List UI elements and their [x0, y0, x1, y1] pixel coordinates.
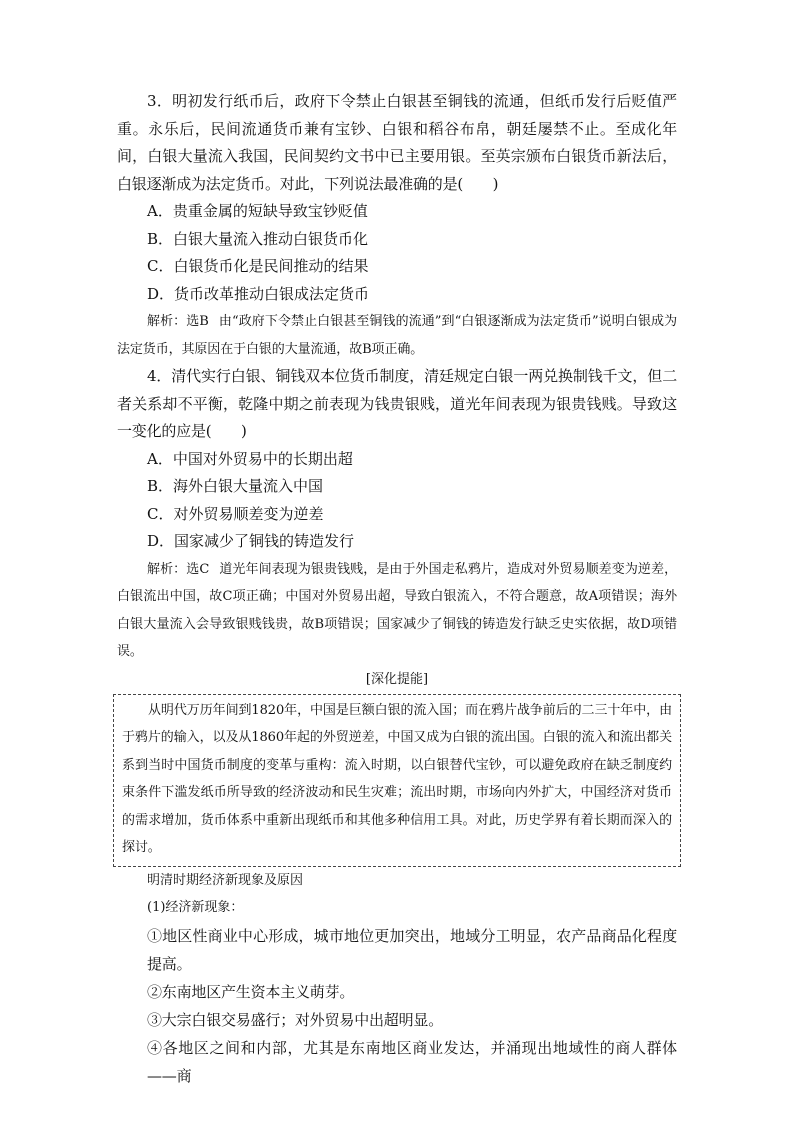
- deepening-section-title: [深化提能]: [365, 671, 429, 687]
- question-4-analysis-lead: 解析：选C: [147, 561, 210, 577]
- deepening-box: [113, 694, 681, 867]
- question-4: [117, 363, 677, 666]
- question-3-stem: 3．明初发行纸币后，政府下令禁止白银甚至铜钱的流通，但纸币发行后贬值严重。永乐后，民间流通货币兼有宝钞、白银和稻谷布帛，朝廷屡禁不止。至成化年间，白银大量流入我国，民间契约文书中已主要用银。至英宗颁布白银货币新法后，白银逐渐成为法定货币。对此，下列说法最准确的是( ): [117, 92, 677, 193]
- question-3-option-d: D．货币改革推动白银成法定货币: [147, 284, 370, 303]
- question-3-analysis-text: 由“政府下令禁止白银甚至铜钱的流通”到“白银逐渐成为法定货币”说明白银成为法定货币，其原因在于白银的大量流通，故B项正确。: [117, 314, 677, 357]
- question-4-stem: 4．清代实行白银、铜钱双本位货币制度，清廷规定白银一两兑换制钱千文，但二者关系却不平衡，乾隆中期之前表现为钱贵银贱，道光年间表现为银贵钱贱。导致这一变化的应是( ): [117, 367, 677, 440]
- question-3: [117, 88, 677, 363]
- question-4-option-a: A．中国对外贸易中的长期出超: [147, 449, 353, 468]
- summary-item-4: ④各地区之间和内部，尤其是东南地区商业发达，并涌现出地域性的商人群体——商: [147, 1038, 677, 1085]
- question-3-option-b: B．白银大量流入推动白银货币化: [147, 229, 369, 248]
- question-4-option-b: B．海外白银大量流入中国: [147, 477, 324, 495]
- summary-subheading: (1)经济新现象：: [147, 900, 244, 915]
- question-4-option-d: D．国家减少了铜钱的铸造发行: [147, 532, 355, 550]
- question-3-analysis: [117, 308, 677, 363]
- question-4-analysis-text: 道光年间表现为银贵钱贱，是由于外国走私鸦片，造成对外贸易顺差变为逆差，白银流出中国，故C项正确；中国对外贸易出超，导致白银流入，不符合题意，故A项错误；海外白银大量流入会导致银贱钱贵，故B项错误；国家减少了铜钱的铸造发行缺乏史实依据，故D项错误。: [117, 561, 677, 659]
- question-3-analysis-lead: 解析：选B: [147, 314, 209, 329]
- question-4-analysis: [117, 556, 677, 666]
- question-3-option-c: C．白银货币化是民间推动的结果: [147, 257, 369, 275]
- deepening-text: 从明代万历年间到1820年，中国是巨额白银的流入国；而在鸦片战争前后的二三十年中，由于鸦片的输入，以及从1860年起的外贸逆差，中国又成为白银的流出国。白银的流入和流出都关系到当时中国货币制度的变革与重构：流入时期，以白银替代宝钞，可以避免政府在缺乏制度约束条件下滥发纸币所导致的经济波动和民生灾难；流出时期，市场向内外扩大，中国经济对货币的需求增加，货币体系中重新出现纸币和其他多种信用工具。对此，历史学界有着长期而深入的探讨。: [122, 702, 672, 855]
- summary-item-3: ③大宗白银交易盛行；对外贸易中出超明显。: [147, 1010, 444, 1029]
- document-page: [117, 88, 677, 1090]
- summary-item-2: ②东南地区产生资本主义萌芽。: [147, 982, 355, 1001]
- question-3-option-a: A．贵重金属的短缺导致宝钞贬值: [147, 202, 368, 220]
- summary-item-1: ①地区性商业中心形成，城市地位更加突出，地域分工明显，农产品商品化程度提高。: [147, 926, 677, 973]
- summary-section: [117, 867, 677, 1090]
- question-4-option-c: C．对外贸易顺差变为逆差: [147, 504, 324, 523]
- summary-heading: 明清时期经济新现象及原因: [147, 872, 304, 888]
